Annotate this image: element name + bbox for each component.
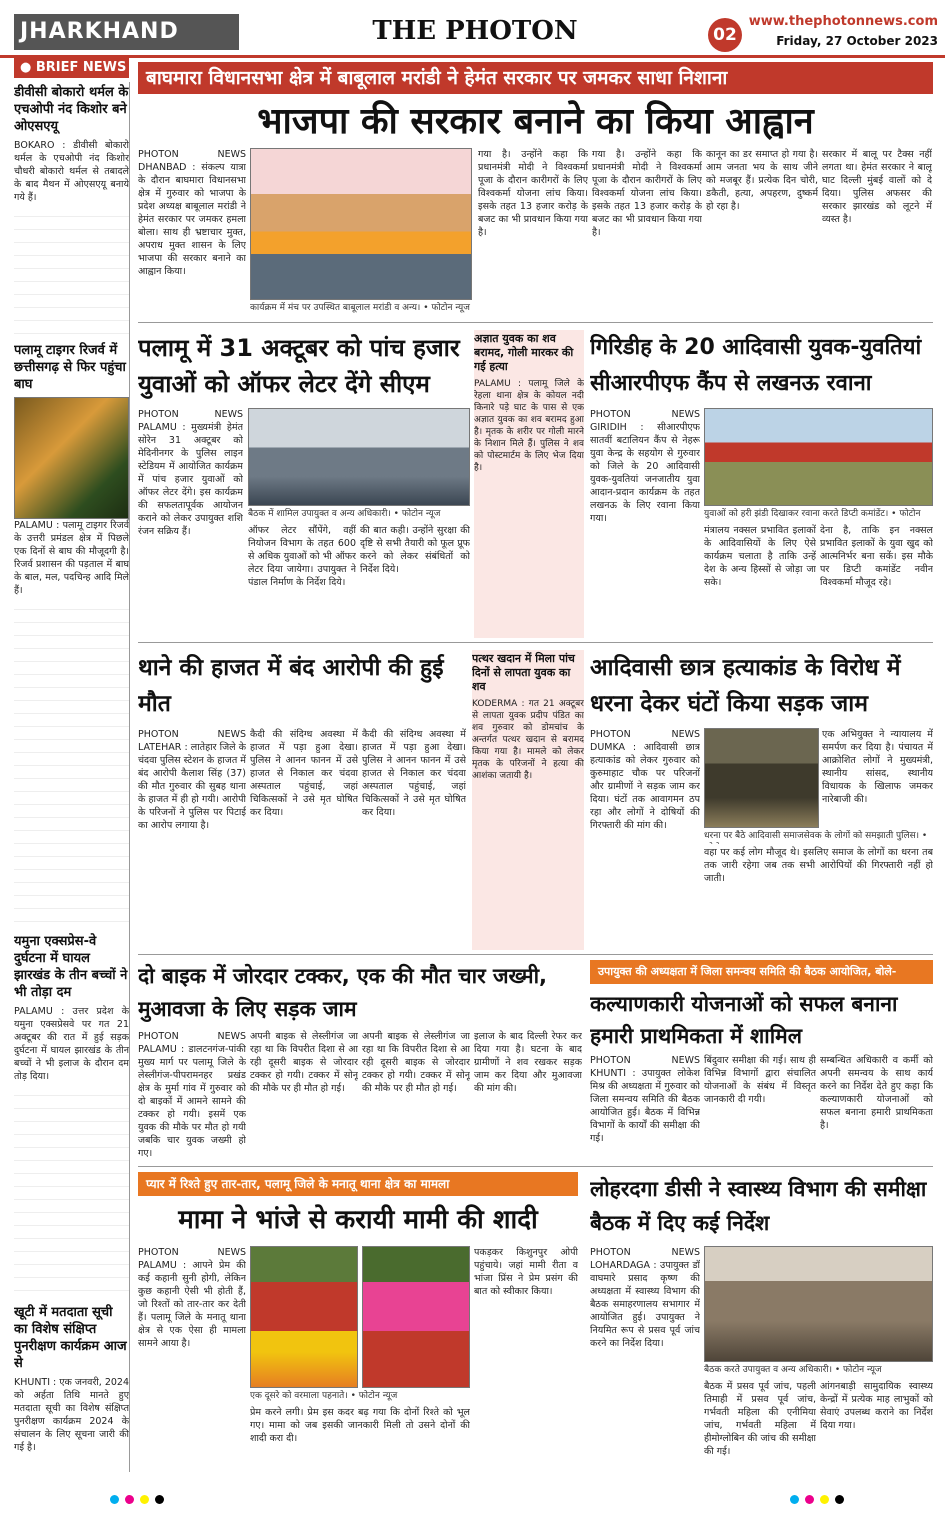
palamu-body-2: ऑफर लेटर सौंपेंगे, वहीं नियोजन विभाग के तहत 600 से अधिक युवाओं को भी ऑफर लेटर दिया जायेगा। उपायुक्त ने पंडाल निर्माण के निर्देश दिये। <box>248 525 356 588</box>
marriage-tag: प्यार में रिश्ते हुए तार-तार, पलामू जिले के मनातू थाना क्षेत्र का मामला <box>138 1172 578 1196</box>
dumka-headline[interactable]: आदिवासी छात्र हत्याकांड के विरोध में धरना देकर घंटों किया सड़क जाम <box>590 655 901 717</box>
brief-headline[interactable]: यमुना एक्सप्रेस-वे दुर्घटना में घायल झारखंड के तीन बच्चों ने भी तोड़ा दम <box>14 934 128 1000</box>
top-story-body-3: कानून का डर समाप्त हो गया है। आम जनता भय के साथ जीने को मजबूर हैं। प्रत्येक दिन चोरी, डकैती, हत्या, अपहरण, दुष्कर्म हो रहा है। <box>706 149 818 212</box>
accident-body-2: अपनी बाइक से लेस्लीगंज जा रहा था कि विपरीत दिशा से आ रही दूसरी बाइक से जोरदार टक्कर हो गयी। टक्कर में सोनू की मौके पर ही मौत हो गई। <box>362 1031 470 1094</box>
marriage-body: PHOTON NEWS PALAMU : आपने प्रेम की कई कहानी सुनी होगी, लेकिन कुछ कहानी ऐसी भी होती हैं, जो रिश्तों को तार-तार कर देती हैं। पलामू जिले के मनातू थाना क्षेत्र से एक ऐसा ही मामला सामने आया है। <box>138 1247 246 1349</box>
black-dot-icon <box>835 1495 844 1504</box>
palamu-caption: बैठक में शामिल उपायुक्त व अन्य अधिकारी। • फोटोन न्यूज <box>248 509 441 519</box>
accident-body-4: अपनी बाइक से लेस्लीगंज जा रहा था कि विपरीत दिशा से आ रही दूसरी बाइक से जोरदार टक्कर हो गयी। टक्कर में सोनू की मौके पर ही मौत हो गई। <box>250 1031 358 1094</box>
divider <box>138 322 933 323</box>
website-link[interactable]: www.thephotonnews.com <box>748 14 938 29</box>
brief-news-column <box>14 82 130 1472</box>
lohardaga-caption: बैठक करते उपायुक्त व अन्य अधिकारी। • फोटोन न्यूज <box>704 1365 882 1375</box>
tiger-photo <box>14 397 129 519</box>
brief-news-label: ● BRIEF NEWS <box>14 58 129 78</box>
lohardaga-photo <box>704 1246 933 1362</box>
divider <box>138 1166 933 1167</box>
dumka-body-3: वहा पर कई लोग मौजूद थे। इसलिए समाज के लोगों का धरना तब तक जारी रहेगा जब तक सभी आरोपियों की गिरफ्तारी नहीं हो जाती। <box>704 847 933 884</box>
palamu-photo <box>248 408 470 506</box>
khunti-body-3: सम्बन्धित अधिकारी व कर्मी को अपनी समन्वय के साथ कार्य करने का निर्देश देते हुए कहा कि कल्याणकारी योजनाओं को सफल बनाना हमारी प्राथमिकता है। <box>820 1055 933 1131</box>
lohardaga-headline[interactable]: लोहरदगा डीसी ने स्वास्थ्य विभाग की समीक्षा बैठक में दिए कई निर्देश <box>590 1177 927 1235</box>
marriage-body-3: प्रेम करने लगी। प्रेम इस कदर बढ़ गया कि दोनों रिश्ते को भूल गए। मामा को जब इसकी जानकारी मिली तो उसने दोनों की शादी करा दी। <box>250 1407 470 1444</box>
text-filler <box>14 1083 129 1298</box>
print-color-marks <box>0 1484 945 1516</box>
palamu-body-3: की बात कही। उन्होंने सुरक्षा की दृष्टि से सभी तैयारी को फूल प्रूफ करने को लेकर संबंधितों को निर्देश दिये। <box>360 525 470 575</box>
top-story-body-4: सरकार में बालू पर टैक्स नहीं लगता था। हेमंत सरकार ने बालू घाट दिल्ली मुंबई वालों को दे दिया। पुलिस अफसर की सरकार झारखंड को लूटने में व्यस्त है। <box>822 149 932 225</box>
koderma-box <box>472 650 584 950</box>
murder-box <box>474 330 584 638</box>
page-number: 02 <box>708 18 742 52</box>
brief-headline[interactable]: खूटी में मतदाता सूची का विशेष संक्षिप्त पुनरीक्षण कार्यक्रम आज से <box>14 1305 127 1371</box>
dumka-photo <box>704 728 819 828</box>
top-story-strip: बाघमारा विधानसभा क्षेत्र में बाबूलाल मरांडी ने हेमंत सरकार पर जमकर साधा निशाना <box>138 62 933 94</box>
top-story-headline[interactable]: भाजपा की सरकार बनाने का किया आह्वान <box>257 101 814 142</box>
koderma-headline[interactable]: पत्थर खदान में मिला पांच दिनों से लापता युवक का शव <box>472 652 575 693</box>
lohardaga-body-2: बैठक में प्रसव पूर्व जांच, पहली तिमाही में प्रसव पूर्व जांच, गर्भवती महिला की एनीमिया जांच, गर्भवती महिला में हीमोग्लोबिन की जांच की समीक्षा की गई। <box>704 1381 816 1457</box>
latehar-body-3: कैदी की संदिग्ध अवस्था में हाजत में पड़ा हुआ देखा। पुलिस ने आनन फानन में उसे हाजत से निकाल कर चंदवा अस्पताल पहुंचाई, जहां चिकित्सकों ने उसे मृत घोषित कर दिया। <box>362 729 466 818</box>
region-label: JHARKHAND <box>14 14 239 50</box>
giridih-headline[interactable]: गिरिडीह के 20 आदिवासी युवक-युवतियां सीआरपीएफ कैंप से लखनऊ रवाना <box>590 335 922 396</box>
magenta-dot-icon <box>805 1495 814 1504</box>
top-story-photo <box>250 148 472 300</box>
yellow-dot-icon <box>140 1495 149 1504</box>
murder-body: PALAMU : पलामू जिले के रेहला थाना क्षेत्र के कोयल नदी किनारे पड़े घाट के पास से एक अज्ञात युवक का शव बरामद हुआ है। मृतक के शरीर पर गोली मारने के निशान मिले हैं। पुलिस ने शव को पोस्टमार्टम के लिए भेज दिया है। <box>474 379 584 473</box>
latehar-body: PHOTON NEWS LATEHAR : लातेहार जिले के चंदवा पुलिस स्टेशन के हाजत में बंद आरोपी कैलाश सिंह (37) की मौत गुरुवार की सुबह थाना के हाजत में ही हो गयी। आरोपी के परिजनों ने पुलिस पर पिटाई का आरोप लगाया है। <box>138 729 246 831</box>
brief-body: KHUNTI : एक जनवरी, 2024 को अर्हता तिथि मानते हुए मतदाता सूची का विशेष संक्षिप्त पुनरीक्षण कार्यक्रम 2024 के संचालन के लिए सूचना जारी की गई है। <box>14 1377 130 1453</box>
text-filler <box>14 204 129 334</box>
giridih-caption: युवाओं को हरी झंडी दिखाकर रवाना करते डिप्टी कमांडेंट। • फोटोन <box>704 509 921 519</box>
bullet-icon: ● <box>20 60 36 75</box>
giridih-body-3: देना है, ताकि इन नक्सल प्रभावित इलाकों के युवा खुद को आत्मनिर्भर बना सकें। इस मौके पर डिप्टी कमांडेंट नवीन विश्वकर्मा मौजूद रहे। <box>820 525 933 588</box>
top-story-body-3a: गया है। उन्होंने कहा कि प्रधानमंत्री मोदी ने विश्वकर्मा पूजा के दौरान कारीगरों के लिए विश्वकर्मा योजना लांच किया। इसके तहत 13 हजार करोड़ के बजट का भी प्रावधान किया गया है। <box>592 149 702 238</box>
khunti-body: PHOTON NEWS KHUNTI : उपायुक्त लोकेश मिश्र की अध्यक्षता में गुरुवार को जिला समन्वय समिति की बैठक आयोजित हुई। बैठक में विभिन्न विभागों के कार्यों की समीक्षा की गई। <box>590 1055 700 1144</box>
khunti-headline[interactable]: कल्याणकारी योजनाओं को सफल बनाना हमारी प्राथमिकता में शामिल <box>590 992 898 1048</box>
divider <box>138 954 933 955</box>
top-story-caption: कार्यक्रम में मंच पर उपस्थित बाबूलाल मरांडी व अन्य। • फोटोन न्यूज <box>250 303 470 313</box>
marriage-headline[interactable]: मामा ने भांजे से करायी मामी की शादी <box>178 1205 538 1235</box>
dumka-caption: धरना पर बैठे आदिवासी समाजसेवक के लोगों को समझाती पुलिस। • <box>704 831 928 841</box>
palamu-body: PHOTON NEWS PALAMU : मुख्यमंत्री हेमंत सोरेन 31 अक्टूबर को मेदिनीनगर के पुलिस लाइन स्टेडियम में आयोजित कार्यक्रम में पांच हजार युवाओं को ऑफर लेटर देंगे। इस कार्यक्रम की सफलतापूर्वक आयोजन कराने को लेकर उपायुक्त शशि रंजन सक्रिय हैं। <box>138 409 243 537</box>
cyan-dot-icon <box>790 1495 799 1504</box>
giridih-body: PHOTON NEWS GIRIDIH : सीआरपीएफ सातवीं बटालियन कैंप से नेहरू युवा केन्द्र के सहयोग से गुरुवार को जिले के 20 आदिवासी युवक-युवतियां जनजातीय युवा आदान-प्रदान कार्यक्रम के तहत लखनऊ के लिए रवाना किया गया। <box>590 409 700 524</box>
accident-headline[interactable]: दो बाइक में जोरदार टक्कर, एक की मौत चार जख्मी, मुआवजा के लिए सड़क जाम <box>138 964 547 1021</box>
masthead[interactable]: THE PHOTON <box>372 16 578 46</box>
giridih-photo <box>704 408 933 506</box>
cyan-dot-icon <box>110 1495 119 1504</box>
lohardaga-body: PHOTON NEWS LOHARDAGA : उपायुक्त डॉ वाघमारे प्रसाद कृष्ण की अध्यक्षता में स्वास्थ्य विभाग की बैठक समाहरणालय सभागार में आयोजित हुई। उपायुक्त ने नियमित रूप से प्रसव पूर्व जांच करने का निर्देश दिया। <box>590 1247 700 1349</box>
murder-headline[interactable]: अज्ञात युवक का शव बरामद, गोली मारकर की गई हत्या <box>474 332 574 373</box>
brief-headline[interactable]: पलामू टाइगर रिजर्व में छत्तीसगढ़ से फिर पहुंचा बाघ <box>14 343 126 392</box>
brief-body: PALAMU : उत्तर प्रदेश के यमुना एक्सप्रेसवे पर गत 21 अक्टूबर की रात में हुई सड़क दुर्घटना में घायल झारखंड के तीन बच्चों ने भी इलाज के दौरान दम तोड़ दिया। <box>14 1006 129 1082</box>
accident-body-3: इलाज के बाद दिल्ली रेफर कर दिया गया है। घटना के बाद ग्रामीणों ने शव रखकर सड़क जाम कर दिया और मुआवजा की मांग की। <box>474 1031 582 1094</box>
text-filler <box>14 597 129 927</box>
koderma-body: KODERMA : गत 21 अक्टूबर से लापता युवक प्रदीप पंडित का शव गुरुवार को डोमचांच के अन्तर्गत पत्थर खदान से बरामद किया गया है। मामले को लेकर मृतक के परिजनों ने हत्या की आशंका जतायी है। <box>472 699 584 781</box>
top-story-body-2: गया है। उन्होंने कहा कि प्रधानमंत्री मोदी ने विश्वकर्मा पूजा के दौरान कारीगरों के लिए विश्वकर्मा योजना लांच किया। इसके तहत 13 हजार करोड़ के बजट का भी प्रावधान किया गया है। <box>478 149 588 238</box>
dumka-body-2: एक अभियुक्त ने न्यायालय में समर्पण कर दिया है। पंचायत में आक्रोशित लोगों ने मुख्यमंत्री, स्थानीय सांसद, स्थानीय विधायक के खिलाफ जमकर नारेबाजी की। <box>822 729 933 805</box>
divider <box>138 642 933 643</box>
khunti-tag: उपायुक्त की अध्यक्षता में जिला समन्वय समिति की बैठक आयोजित, बोले- <box>590 960 933 984</box>
palamu-headline[interactable]: पलामू में 31 अक्टूबर को पांच हजार युवाओं को ऑफर लेटर देंगे सीएम <box>138 334 460 398</box>
marriage-photo-2 <box>362 1246 470 1388</box>
top-story-body: PHOTON NEWS DHANBAD : संकल्प यात्रा के दौरान बाघमारा विधानसभा क्षेत्र में गुरुवार को भाजपा के प्रदेश अध्यक्ष बाबूलाल मरांडी ने हेमंत सरकार पर जमकर हमला बोला। साथ ही भ्रष्टाचार मुक्त, अपराध मुक्त शासन के लिए भाजपा की सरकार बनाने का आह्वान किया। <box>138 149 246 277</box>
marriage-photo-1 <box>250 1246 358 1388</box>
brief-body: BOKARO : डीवीसी बोकारो थर्मल के एचओपी नंद किशोर चौधरी बोकारो थर्मल से तबादले के बाद मैथन में ओएसएयू बनाये गये हैं। <box>14 140 129 203</box>
black-dot-icon <box>155 1495 164 1504</box>
brief-body: PALAMU : पलामू टाइगर रिजर्व के उत्तरी प्रमंडल क्षेत्र में पिछले एक दिनों से बाघ की मौजूदगी है। रिजर्व प्रशासन की पड़ताल में बाघ के बाल, मल, पदचिन्ह आदि मिले हैं। <box>14 520 129 596</box>
magenta-dot-icon <box>125 1495 134 1504</box>
accident-body: PHOTON NEWS PALAMU : डालटनगंज-पांकी मुख्य मार्ग पर पलामू जिले के लेस्लीगंज-पीपरामनहर प्रखंड क्षेत्र के मुर्मा गांव में गुरुवार को दो बाइकों में आमने सामने की टक्कर हो गयी। इसमें एक युवक की मौके पर मौत हो गयी जबकि चार युवक जख्मी हो गए। <box>138 1031 246 1159</box>
issue-date: Friday, 27 October 2023 <box>776 34 938 48</box>
yellow-dot-icon <box>820 1495 829 1504</box>
latehar-body-2: कैदी की संदिग्ध अवस्था में हाजत में पड़ा हुआ देखा। पुलिस ने आनन फानन में उसे हाजत से निकाल कर चंदवा अस्पताल पहुंचाई, जहां चिकित्सकों ने उसे मृत घोषित कर दिया। <box>250 729 358 818</box>
marriage-body-2: पकड़कर किशुनपुर ओपी पहुंचाये। जहां मामी रीता व भांजा प्रिंस ने प्रेम प्रसंग की बात को स्वीकार किया। <box>474 1247 578 1297</box>
marriage-caption: एक दूसरे को वरमाला पहनाते। • फोटोन न्यूज <box>250 1391 398 1401</box>
brief-headline[interactable]: डीवीसी बोकारो थर्मल के एचओपी नंद किशोर बने ओएसएयू <box>14 85 129 134</box>
latehar-headline[interactable]: थाने की हाजत में बंद आरोपी की हुई मौत <box>138 655 444 717</box>
dumka-body: PHOTON NEWS DUMKA : आदिवासी छात्र हत्याकांड को लेकर गुरुवार को कुरुमाहाट चौक पर परिजनों और ग्रामीणों ने सड़क जाम कर दिया। घंटों तक आवागमन ठप रहा और लोगों ने दोषियों की गिरफ्तारी की मांग की। <box>590 729 700 831</box>
giridih-body-2: मंत्रालय नक्सल प्रभावित इलाकों के आदिवासियों के लिए ऐसे कार्यक्रम चलाता है ताकि उन्हें देश के अन्य हिस्सों से जोड़ा जा सके। <box>704 525 816 588</box>
lohardaga-body-3: आंगनबाड़ी सामुदायिक स्वास्थ्य केन्द्रों में प्रत्येक माह लाभुकों को सेवाएं उपलब्ध कराने का निर्देश दिया गया। <box>820 1381 933 1431</box>
khunti-body-2: बिंदुवार समीक्षा की गई। साथ ही विभिन्न विभागों द्वारा संचालित योजनाओं के संबंध में विस्तृत जानकारी दी गयी। <box>704 1055 816 1105</box>
